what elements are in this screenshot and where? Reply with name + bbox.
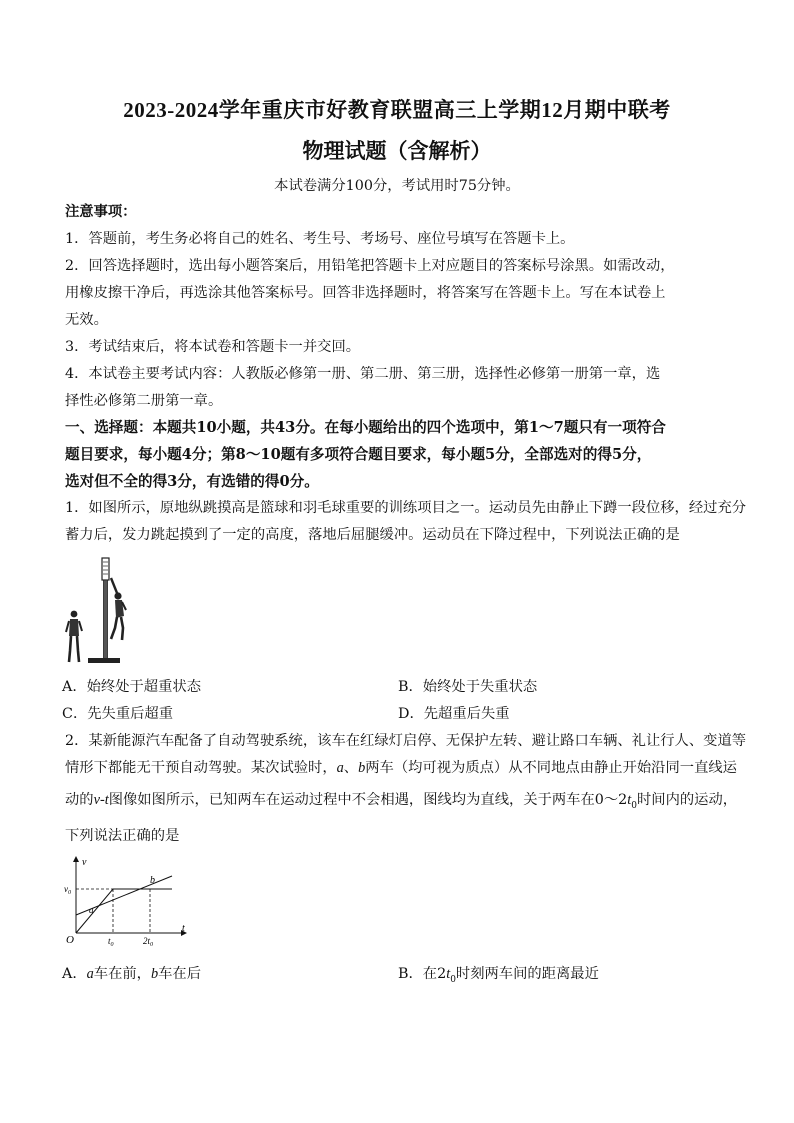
vt-graph [62, 853, 190, 949]
note-item-4-line-1: 4．本试卷主要考试内容：人教版必修第一册、第二册、第三册，选择性必修第一册第一章，选 [65, 366, 661, 382]
note-item-4-line-2: 择性必修第二册第一章。 [65, 393, 223, 409]
var-t: t [627, 792, 632, 808]
exam-title: 2023-2024学年重庆市好教育联盟高三上学期12月期中联考 [123, 98, 671, 122]
exam-subtitle: 物理试题（含解析） [302, 139, 492, 163]
q1-option-c: C．先失重后超重 [62, 706, 174, 722]
var-a: a [336, 760, 344, 776]
origin-label: O [66, 934, 74, 946]
q2-text: 图像如图所示，已知两车在运动过程中不会相遇，图线均为直线，关于两车在 [108, 792, 595, 808]
q2-text: 动的 [65, 792, 94, 808]
q2-text: 时间内的运动， [637, 792, 738, 808]
q2-text: 两车（均可视为质点）从不同地点由静止开始沿同一直线运 [365, 760, 737, 776]
exam-info: 本试卷满分100分，考试用时75分钟。 [274, 178, 520, 194]
notes-heading: 注意事项： [65, 204, 137, 220]
q2-option-a: A．a车在前，b车在后 [62, 966, 202, 982]
note-item-1: 1．答题前，考生务必将自己的姓名、考生号、考场号、座位号填写在答题卡上。 [65, 231, 575, 247]
question-2-line-2 [65, 758, 737, 778]
q1-option-b: B．始终处于失重状态 [398, 679, 538, 695]
q1-option-a: A．始终处于超重状态 [62, 679, 201, 695]
line-a-label: a [89, 905, 94, 915]
question-2-line-3 [65, 790, 737, 816]
note-item-2-line-1: 2．回答选择题时，选出每小题答案后，用铅笔把答题卡上对应题目的答案标号涂黑。如需改动， [65, 258, 675, 274]
q2-text: 情形下都能无干预自动驾驶。某次试验时， [65, 760, 337, 776]
2t0-label: $2t_0$ [143, 936, 154, 948]
jump-reach-illustration [60, 556, 140, 668]
var-vt: v-t [93, 792, 109, 808]
sub-0: 0 [631, 800, 637, 811]
section-1-line-1: 一、选择题：本题共10小题，共43分。在每小题给出的四个选项中，第1～7题只有一项符合 [65, 419, 666, 436]
section-1-line-3: 选对但不全的得3分，有选错的得0分。 [65, 473, 319, 490]
q2-range: 0～2 [594, 792, 628, 808]
question-1-line-1: 1．如图所示，原地纵跳摸高是篮球和羽毛球重要的训练项目之一。运动员先由静止下蹲一段位移，经过充分 [65, 500, 747, 516]
var-b: b [358, 760, 366, 776]
q2-option-b: B．在$2t_0$时刻两车间的距离最近 [398, 966, 599, 985]
note-item-2-line-2: 用橡皮擦干净后，再选涂其他答案标号。回答非选择题时，将答案写在答题卡上。写在本试卷上 [65, 285, 666, 301]
t0-label: $t_0$ [108, 936, 114, 948]
section-1-line-2: 题目要求，每小题4分；第8～10题有多项符合题目要求，每小题5分，全部选对的得5分， [65, 446, 652, 463]
q2-sep: 、 [343, 760, 359, 776]
question-1-line-2: 蓄力后，发力跳起摸到了一定的高度，落地后屈腿缓冲。运动员在下降过程中，下列说法正确的是 [65, 527, 680, 543]
axis-v-label: v [82, 857, 87, 868]
axis-t-label: t [182, 923, 185, 934]
question-2-line-4: 下列说法正确的是 [65, 828, 180, 844]
question-2-line-1: 2．某新能源汽车配备了自动驾驶系统，该车在红绿灯启停、无保护左转、避让路口车辆、礼让行人、变道等 [65, 733, 747, 749]
v0-label: $v_0$ [64, 884, 71, 896]
note-item-2-line-3: 无效。 [65, 312, 108, 328]
q1-option-d: D．先超重后失重 [398, 706, 510, 722]
note-item-3: 3．考试结束后，将本试卷和答题卡一并交回。 [65, 339, 361, 355]
line-b-label: b [150, 875, 155, 886]
